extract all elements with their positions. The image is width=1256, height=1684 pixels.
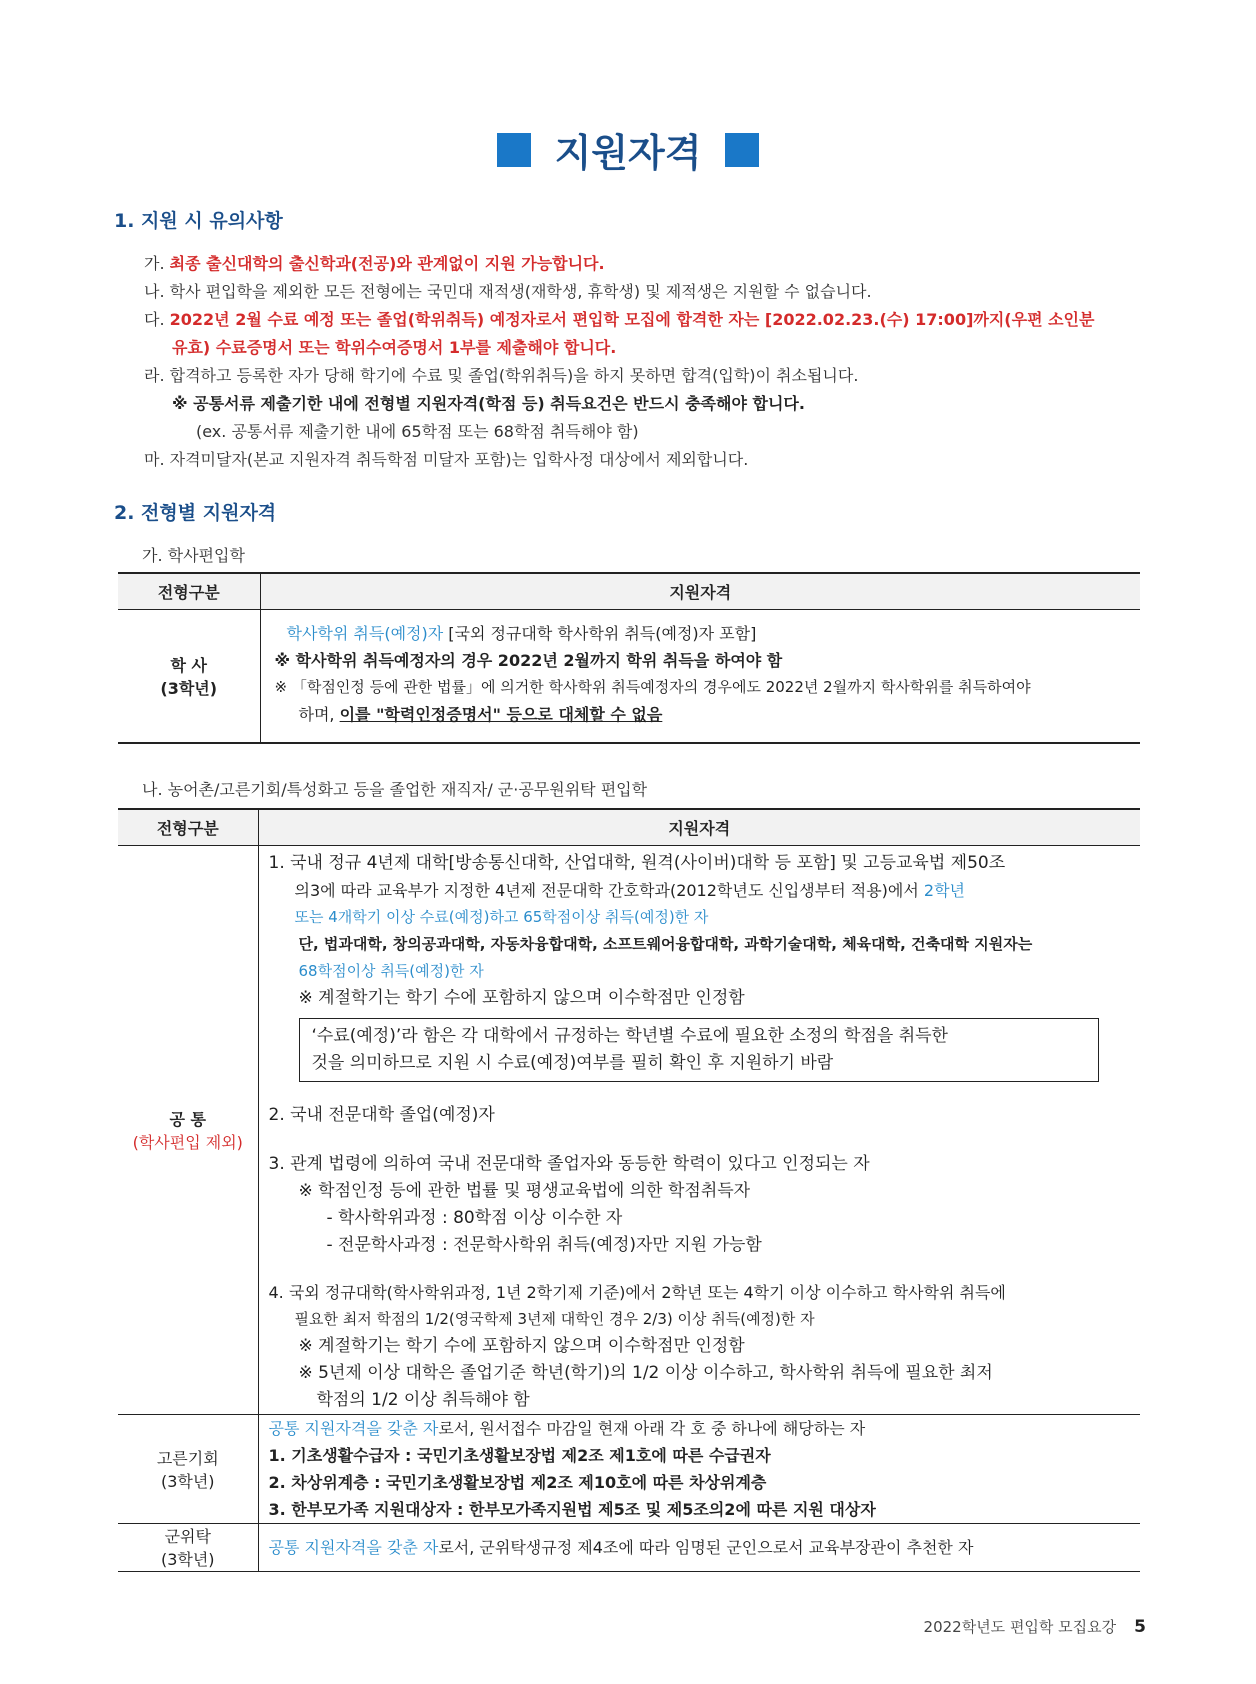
- item-prefix: 다.: [144, 310, 165, 329]
- square-bullet-icon: [725, 133, 759, 167]
- category-cell-military: [118, 1523, 258, 1571]
- category-name: 고른기회: [156, 1448, 219, 1468]
- page-title-wrap: [0, 122, 1256, 177]
- qualification-cell-equal-opportunity: [258, 1414, 1140, 1523]
- section1-heading: 1. 지원 시 유의사항: [114, 210, 283, 232]
- table-header-category: 전형구분: [118, 573, 260, 609]
- qual-exception: 단, 법과대학, 창의공과대학, 자동차융합대학, 소프트웨어융합대학, 과학기술대학, 체육대학, 건축대학 지원자는: [298, 934, 1033, 953]
- page-title: [497, 122, 760, 177]
- page-title-text: 지원자격: [554, 131, 702, 175]
- item-text: 학사 편입학을 제외한 모든 전형에는 국민대 재적생(재학생, 휴학생) 및 제적생은 지원할 수 없습니다.: [169, 282, 872, 301]
- qual-item-2: 2. 국내 전문대학 졸업(예정)자: [268, 1104, 495, 1125]
- notice-item-ga: [144, 251, 605, 274]
- item-prefix: 가.: [144, 254, 165, 273]
- table-special-transfer: [118, 808, 1140, 1572]
- item-text: 자격미달자(본교 지원자격 취득학점 미달자 포함)는 입학사정 대상에서 제외합니다.: [169, 450, 749, 469]
- qual-highlight: 68학점이상 취득(예정)한 자: [298, 961, 484, 980]
- category-grade: (3학년): [160, 1471, 215, 1491]
- category-note: (학사편입 제외): [132, 1132, 243, 1152]
- boxed-note-line: 것을 의미하므로 지원 시 수료(예정)여부를 필히 확인 후 지원하기 바람: [311, 1052, 834, 1073]
- item-prefix: ※: [172, 394, 188, 413]
- item-text: 합격하고 등록한 자가 당해 학기에 수료 및 졸업(학위취득)을 하지 못하면 합격(입학)이 취소됩니다.: [169, 366, 859, 385]
- subsection-a-label: 가. 학사편입학: [142, 546, 245, 565]
- notice-item-da: [144, 307, 1094, 330]
- footer-text: 2022학년도 편입학 모집요강: [923, 1618, 1117, 1636]
- table-header-category: 전형구분: [118, 809, 258, 845]
- notice-item-na: [144, 279, 872, 302]
- qualification-cell-common: [258, 845, 1140, 1414]
- qual-subitem: - 학사학위과정 : 80학점 이상 이수한 자: [326, 1207, 623, 1228]
- qual-line: [269, 1534, 1141, 1561]
- qual-note: ※ 계절학기는 학기 수에 포함하지 않으며 이수학점만 인정함: [298, 987, 745, 1008]
- qual-subitem: - 전문학사과정 : 전문학사학위 취득(예정)자만 지원 가능함: [326, 1234, 762, 1255]
- category-grade: (3학년): [160, 1550, 215, 1569]
- qual-text: 의3에 따라 교육부가 지정한 4년제 전문대학 간호학과(2012학년도 신입생부터 적용)에서: [294, 880, 924, 900]
- qual-item-1-line: [269, 877, 1141, 904]
- qual-highlight: 공통 지원자격을 갖춘 자: [268, 1418, 439, 1438]
- qual-line: [275, 620, 1141, 647]
- item-text: 2022년 2월 수료 예정 또는 졸업(학위취득) 예정자로서 편입학 모집에 합격한 자는 [2022.02.23.(수) 17:00]까지(우편 소인분: [169, 310, 1095, 329]
- qual-underlined: 이를 "학력인정증명서" 등으로 대체할 수 없음: [339, 704, 663, 724]
- qual-item-4-line: 필요한 최저 학점의 1/2(영국학제 3년제 대학인 경우 2/3) 이상 취득(예정)한 자: [294, 1309, 815, 1328]
- qualification-cell-military: [258, 1523, 1140, 1571]
- qual-note: ※ 학사학위 취득예정자의 경우 2022년 2월까지 학위 취득을 하여야 함: [274, 650, 783, 670]
- item-prefix: 나.: [144, 282, 165, 301]
- qual-note: ※ 5년제 이상 대학은 졸업기준 학년(학기)의 1/2 이상 이수하고, 학사학위 취득에 필요한 최저: [298, 1362, 993, 1383]
- square-bullet-icon: [497, 133, 531, 167]
- notice-item-ma: [144, 447, 748, 470]
- notice-example: (ex. 공통서류 제출기한 내에 65학점 또는 68학점 취득해야 함): [196, 422, 639, 441]
- qual-note-cont: [275, 701, 1141, 728]
- qual-note-cont: 학점의 1/2 이상 취득해야 함: [316, 1389, 530, 1410]
- category-name: 학 사: [170, 655, 207, 675]
- notice-item-da-cont: 유효) 수료증명서 또는 학위수여증명서 1부를 제출해야 합니다.: [172, 338, 617, 357]
- qual-note: ※ 계절학기는 학기 수에 포함하지 않으며 이수학점만 인정함: [298, 1335, 745, 1356]
- qual-subitem: 3. 한부모가족 지원대상자 : 한부모가족지원법 제5조 및 제5조의2에 따른 지원 대상자: [268, 1499, 876, 1519]
- qual-text: 로서, 원서접수 마감일 현재 아래 각 호 중 하나에 해당하는 자: [438, 1418, 866, 1438]
- qual-text: 로서, 군위탁생규정 제4조에 따라 임명된 군인으로서 교육부장관이 추천한 자: [438, 1537, 974, 1557]
- qual-highlight: 또는 4개학기 이상 수료(예정)하고 65학점이상 취득(예정)한 자: [294, 907, 709, 926]
- item-text: 최종 출신대학의 출신학과(전공)와 관계없이 지원 가능합니다.: [169, 254, 605, 273]
- category-cell-common: [118, 845, 258, 1414]
- qual-text: 하며,: [298, 704, 340, 724]
- qual-line: [269, 1415, 1141, 1442]
- qual-item-4: 4. 국외 정규대학(학사학위과정, 1년 2학기제 기준)에서 2학년 또는 4학기 이상 이수하고 학사학위 취득에: [268, 1282, 1006, 1302]
- subsection-b-label: 나. 농어촌/고른기회/특성화고 등을 졸업한 재직자/ 군·공무원위탁 편입학: [142, 780, 648, 799]
- category-name: 공 통: [169, 1109, 206, 1129]
- qual-note: ※ 학점인정 등에 관한 법률 및 평생교육법에 의한 학점취득자: [298, 1180, 751, 1201]
- qual-highlight: 2학년: [923, 880, 965, 900]
- boxed-note: [299, 1018, 1099, 1082]
- table-bachelor-transfer: [118, 572, 1140, 744]
- item-prefix: 마.: [144, 450, 165, 469]
- qual-item-3: 3. 관계 법령에 의하여 국내 전문대학 졸업자와 동등한 학력이 있다고 인정되는 자: [268, 1153, 870, 1174]
- item-prefix: 라.: [144, 366, 165, 385]
- qual-text: [국외 정규대학 학사학위 취득(예정)자 포함]: [443, 623, 757, 643]
- qualification-cell-bachelor: [260, 609, 1140, 743]
- item-text: 공통서류 제출기한 내에 전형별 지원자격(학점 등) 취득요건은 반드시 충족해야 합니다.: [193, 394, 805, 413]
- qual-highlight: 학사학위 취득(예정)자: [286, 623, 444, 643]
- category-cell-bachelor: [118, 609, 260, 743]
- table-header-qualification: 지원자격: [260, 573, 1140, 609]
- page-footer: [924, 1616, 1146, 1637]
- category-name: 군위탁: [164, 1527, 211, 1546]
- section2-heading: 2. 전형별 지원자격: [114, 502, 277, 524]
- page-number: 5: [1134, 1617, 1146, 1637]
- category-cell-equal-opportunity: [118, 1414, 258, 1523]
- notice-item-ra: [144, 363, 858, 386]
- qual-subitem: 1. 기초생활수급자 : 국민기초생활보장법 제2조 제1호에 따른 수급권자: [268, 1445, 771, 1465]
- qual-highlight: 공통 지원자격을 갖춘 자: [268, 1537, 439, 1557]
- qual-subitem: 2. 차상위계층 : 국민기초생활보장법 제2조 제10호에 따른 차상위계층: [268, 1472, 767, 1492]
- notice-note: [172, 391, 805, 414]
- table-header-qualification: 지원자격: [258, 809, 1140, 845]
- qual-item-1: 1. 국내 정규 4년제 대학[방송통신대학, 산업대학, 원격(사이버)대학 등 포함] 및 고등교육법 제50조: [268, 852, 1006, 873]
- category-grade: (3학년): [160, 678, 218, 698]
- qual-note: ※ 「학점인정 등에 관한 법률」에 의거한 학사학위 취득예정자의 경우에도 2022년 2월까지 학사학위를 취득하여야: [274, 677, 1031, 696]
- boxed-note-line: ‘수료(예정)’라 함은 각 대학에서 규정하는 학년별 수료에 필요한 소정의 학점을 취득한: [311, 1025, 948, 1046]
